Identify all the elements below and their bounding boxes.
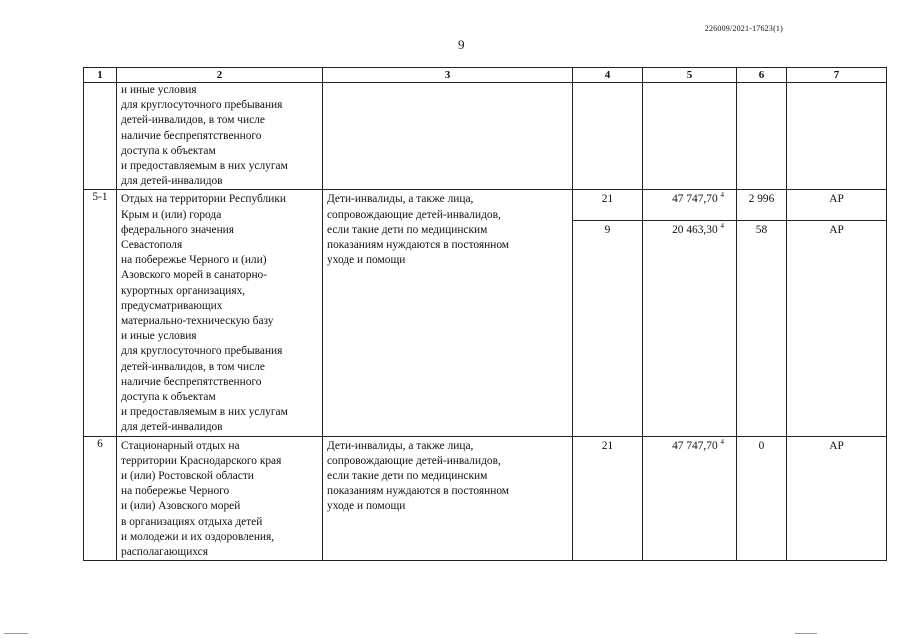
column-header: 4	[573, 68, 643, 83]
table-row-6	[84, 436, 887, 561]
count-cell: 2 996	[737, 190, 787, 221]
price-cell	[643, 83, 737, 190]
table-row-5-1	[84, 190, 887, 221]
price-value: 47 747,70	[672, 439, 718, 452]
document-id: 226009/2021-17623(1)	[704, 24, 783, 33]
service-description-cell: Стационарный отдых на территории Краснодарского края и (или) Ростовской области на побережье Черного и (или) Азовского морей в организациях отдыха детей и молодежи и их оздоровления, располагающихся	[117, 436, 323, 561]
price-value: 20 463,30	[672, 224, 718, 237]
column-header: 6	[737, 68, 787, 83]
column-header: 3	[323, 68, 573, 83]
recipients-cell: Дети-инвалиды, а также лица, сопровождающие детей-инвалидов, если такие дети по медицинским показаниям нуждаются в постоянном уходе и помощи	[323, 436, 573, 561]
table-row-continuation	[84, 83, 887, 190]
footnote-marker: 4	[720, 191, 724, 200]
column-header: 5	[643, 68, 737, 83]
column-header: 1	[84, 68, 117, 83]
price-value: 47 747,70	[672, 193, 718, 206]
service-description-cell: и иные условия для круглосуточного пребывания детей-инвалидов, в том числе наличие беспрепятственного доступа к объектам и предоставляемым в них услугам для детей-инвалидов	[117, 83, 323, 190]
recipients-cell: Дети-инвалиды, а также лица, сопровождающие детей-инвалидов, если такие дети по медицинским показаниям нуждаются в постоянном уходе и помощи	[323, 190, 573, 436]
days-cell: 21	[573, 190, 643, 221]
row-number-cell: 5-1	[84, 190, 117, 436]
scan-mark	[795, 633, 817, 634]
table-header-row	[84, 68, 887, 83]
row-number-cell: 6	[84, 436, 117, 561]
days-cell: 21	[573, 436, 643, 561]
price-cell	[643, 221, 737, 436]
column-header: 7	[787, 68, 887, 83]
service-description-cell: Отдых на территории Республики Крым и (или) города федерального значения Севастополя на побережье Черного и (или) Азовского морей в санаторно- курортных организациях, предусматривающих материально-техническую базу и иные условия для круглосуточного пребывания детей-инвалидов, в том числе наличие беспрепятственного доступа к объектам и предоставляемым в них услугам для детей-инвалидов	[117, 190, 323, 436]
code-cell: АР	[787, 436, 887, 561]
scan-mark	[4, 633, 28, 634]
page-number: 9	[458, 37, 465, 52]
row-number-cell	[84, 83, 117, 190]
footnote-marker: 4	[720, 222, 724, 231]
days-cell	[573, 83, 643, 190]
footnote-marker: 4	[720, 437, 724, 446]
column-header: 2	[117, 68, 323, 83]
days-cell: 9	[573, 221, 643, 436]
code-cell	[787, 83, 887, 190]
price-cell	[643, 436, 737, 561]
code-cell: АР	[787, 221, 887, 436]
price-cell	[643, 190, 737, 221]
count-cell: 0	[737, 436, 787, 561]
recipients-cell	[323, 83, 573, 190]
services-table	[83, 67, 887, 561]
count-cell	[737, 83, 787, 190]
count-cell: 58	[737, 221, 787, 436]
code-cell: АР	[787, 190, 887, 221]
